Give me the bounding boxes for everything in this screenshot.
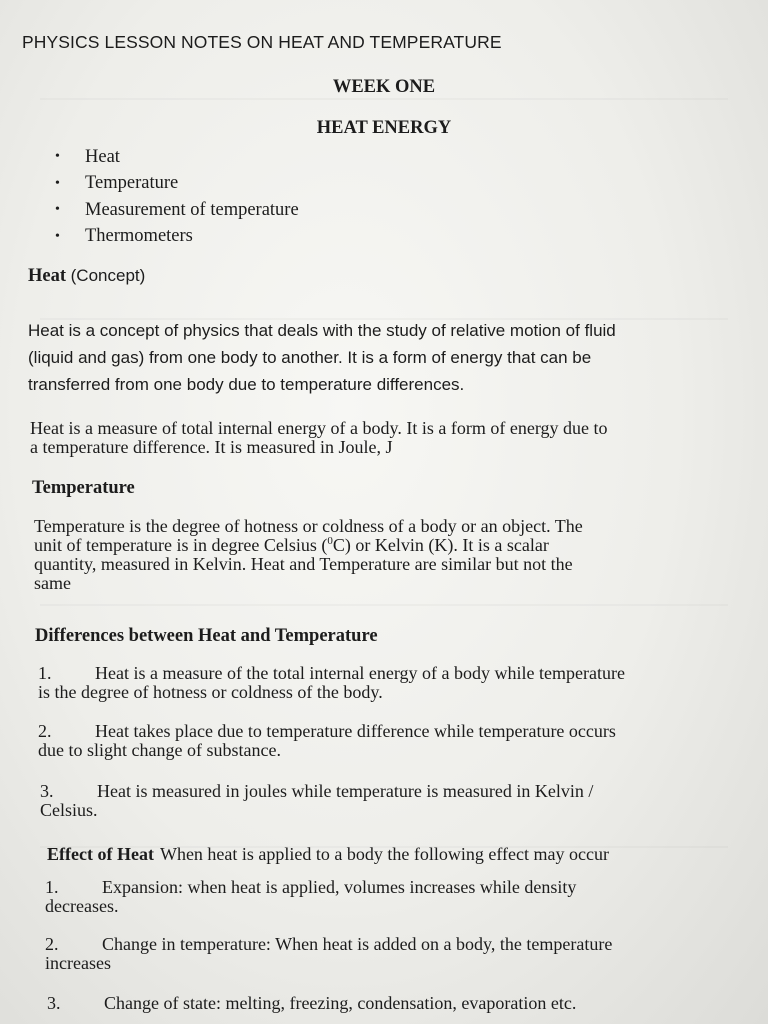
paragraph-line: same bbox=[34, 573, 71, 593]
paragraph-line: Temperature is the degree of hotness or coldness of a body or an object. The bbox=[34, 516, 583, 536]
item-number: 3. bbox=[40, 781, 54, 801]
paragraph-text: unit of temperature is in degree Celsius ( bbox=[34, 535, 328, 555]
paragraph-line bbox=[47, 994, 576, 1013]
paragraph-line: quantity, measured in Kelvin. Heat and Temperature are similar but not the bbox=[34, 554, 573, 574]
list-item-label: Thermometers bbox=[85, 226, 193, 247]
list-item-label: Heat bbox=[85, 146, 120, 167]
document-title: PHYSICS LESSON NOTES ON HEAT AND TEMPERATURE bbox=[22, 32, 502, 52]
list-item bbox=[55, 197, 299, 224]
heat-paragraph-concept bbox=[28, 317, 616, 398]
item-number: 2. bbox=[45, 934, 59, 954]
paragraph-line bbox=[34, 536, 583, 555]
paragraph-line: Heat is a measure of total internal energy of a body. It is a form of energy due to bbox=[30, 418, 608, 438]
topic-heading: HEAT ENERGY bbox=[316, 118, 452, 138]
list-item bbox=[40, 782, 593, 820]
item-number: 1. bbox=[45, 877, 59, 897]
paragraph-text: Change of state: melting, freezing, condensation, evaporation etc. bbox=[104, 993, 577, 1013]
list-item bbox=[47, 994, 576, 1013]
list-item bbox=[45, 935, 612, 973]
list-item-label: Measurement of temperature bbox=[85, 199, 299, 220]
paragraph-text: When heat is applied to a body the following effect may occur bbox=[159, 844, 609, 864]
list-item bbox=[55, 224, 299, 251]
heat-heading-note: (Concept) bbox=[70, 266, 146, 285]
paragraph-text: C) or Kelvin (K). It is a scalar bbox=[332, 535, 549, 555]
paragraph-line bbox=[45, 935, 612, 954]
list-item-label: Temperature bbox=[85, 173, 179, 194]
paragraph-line: Heat is a concept of physics that deals with the study of relative motion of fluid bbox=[28, 321, 616, 340]
paragraph-line: transferred from one body due to temperature differences. bbox=[28, 375, 465, 394]
week-heading: WEEK ONE bbox=[332, 77, 436, 97]
paragraph-text: Change in temperature: When heat is added on a body, the temperature bbox=[102, 934, 613, 954]
paper-texture bbox=[40, 98, 728, 100]
temperature-heading: Temperature bbox=[32, 478, 135, 498]
paragraph-line bbox=[38, 664, 625, 683]
bullet-icon: • bbox=[55, 228, 60, 244]
paragraph-text: Heat takes place due to temperature difference while temperature occurs bbox=[95, 721, 616, 741]
paragraph-text: Heat is a measure of the total internal energy of a body while temperature bbox=[95, 663, 625, 683]
degree-superscript: 0 bbox=[327, 535, 333, 547]
topic-list bbox=[55, 144, 299, 250]
paragraph-line: is the degree of hotness or coldness of the body. bbox=[38, 682, 383, 702]
paragraph-line bbox=[40, 782, 593, 801]
paragraph-line: decreases. bbox=[45, 896, 119, 916]
effect-of-heat-intro bbox=[47, 845, 609, 864]
list-item bbox=[55, 171, 299, 198]
paper-texture bbox=[40, 604, 728, 606]
paragraph-line: (liquid and gas) from one body to another. It is a form of energy that can be bbox=[28, 348, 592, 367]
paragraph-line bbox=[38, 722, 616, 741]
bullet-icon: • bbox=[55, 175, 60, 191]
heat-heading-text: Heat bbox=[28, 266, 67, 286]
paragraph-line: a temperature difference. It is measured in Joule, J bbox=[30, 437, 393, 457]
list-item bbox=[38, 722, 616, 760]
paragraph-line: Celsius. bbox=[40, 800, 98, 820]
differences-heading: Differences between Heat and Temperature bbox=[35, 626, 378, 646]
paragraph-line: increases bbox=[45, 953, 111, 973]
bullet-icon: • bbox=[55, 149, 60, 165]
item-number: 1. bbox=[38, 663, 52, 683]
list-item bbox=[38, 664, 625, 702]
list-item bbox=[55, 144, 299, 171]
list-item bbox=[45, 878, 576, 916]
paragraph-text: Heat is measured in joules while temperature is measured in Kelvin / bbox=[97, 781, 594, 801]
paragraph-line: due to slight change of substance. bbox=[38, 740, 281, 760]
paragraph-text: Expansion: when heat is applied, volumes increases while density bbox=[102, 877, 577, 897]
effect-heading: Effect of Heat bbox=[47, 844, 154, 864]
item-number: 2. bbox=[38, 721, 52, 741]
heat-heading bbox=[28, 266, 145, 287]
item-number: 3. bbox=[47, 993, 61, 1013]
heat-paragraph-definition bbox=[30, 419, 607, 457]
paragraph-line bbox=[45, 878, 576, 897]
temperature-paragraph bbox=[34, 517, 583, 593]
bullet-icon: • bbox=[55, 202, 60, 218]
